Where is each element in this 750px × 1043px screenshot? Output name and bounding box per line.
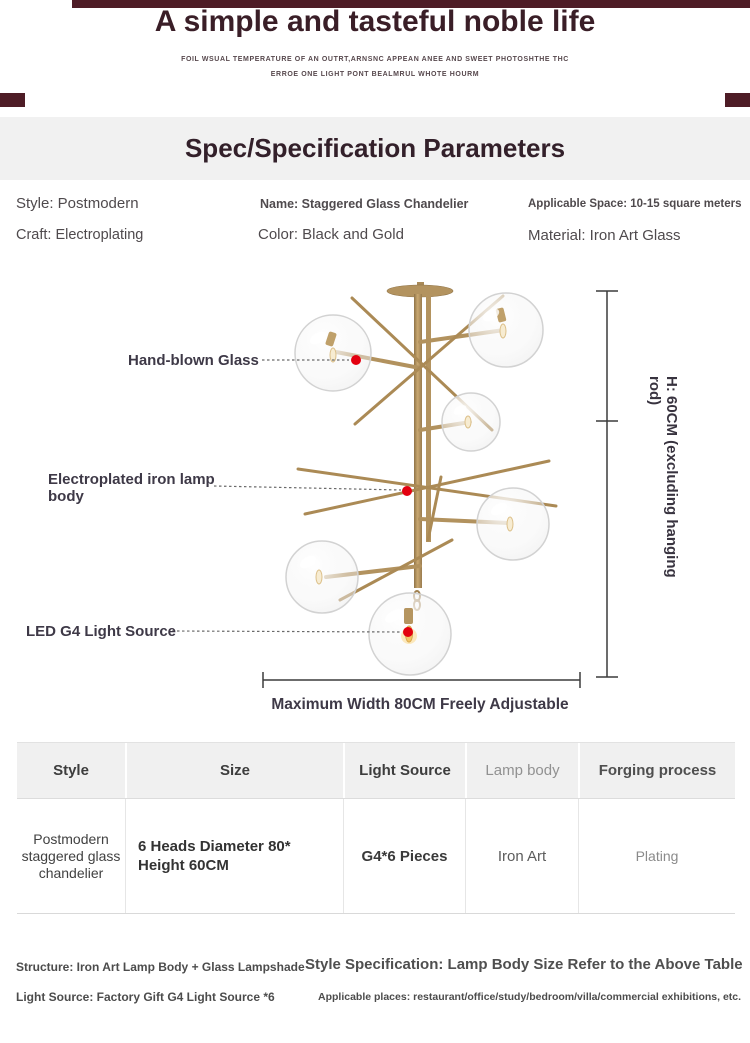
spec-craft: Craft: Electroplating — [16, 227, 144, 243]
page-subtitle — [0, 52, 750, 82]
spec-name: Name: Staggered Glass Chandelier — [260, 197, 469, 211]
cell-light-source: G4*6 Pieces — [343, 799, 465, 913]
height-dimension-line — [596, 291, 618, 677]
lamp-rod — [414, 294, 431, 588]
note-style-specification: Style Specification: Lamp Body Size Refer to the Above Table — [305, 956, 743, 973]
header-lamp-body: Lamp body — [465, 743, 578, 798]
spec-table-data-row — [17, 799, 735, 913]
label-height-dimension: H: 60CM (excluding hanging rod) — [646, 376, 680, 578]
glass-globe — [477, 488, 549, 560]
note-structure: Structure: Iron Art Lamp Body + Glass Lampshade — [16, 960, 305, 974]
glass-globe — [442, 393, 500, 451]
cell-style: Postmodern staggered glass chandelier — [21, 830, 121, 881]
note-light-source: Light Source: Factory Gift G4 Light Source *6 — [16, 990, 275, 1004]
glass-globe — [469, 293, 543, 367]
spec-section-banner — [0, 117, 750, 180]
glass-globe — [286, 541, 358, 613]
spec-color: Color: Black and Gold — [258, 226, 404, 243]
label-electroplated-lamp-body: Electroplated iron lamp body — [48, 471, 215, 505]
subtitle-line-2: ERROE ONE LIGHT PONT BEALMRUL WHOTE HOURM — [270, 71, 480, 78]
bulb — [500, 324, 506, 338]
header-forging-process: Forging process — [578, 743, 735, 798]
bulb — [316, 570, 322, 584]
label-led-g4-light-source: LED G4 Light Source — [26, 623, 177, 640]
bulb — [507, 517, 513, 531]
subtitle-line-1: FOIL WSUAL TEMPERATURE OF AN OUTRT,ARNSNC APPEAN ANEE AND SWEET PHOTOSHTHE THC — [181, 56, 569, 63]
bulb — [465, 416, 471, 428]
label-max-width: Maximum Width 80CM Freely Adjustable — [271, 696, 569, 713]
spec-table-header-row — [17, 743, 735, 799]
glass-globe — [295, 315, 371, 391]
note-applicable-places: Applicable places: restaurant/office/study/bedroom/villa/commercial exhibitions, etc. — [318, 991, 742, 1003]
cell-forging-process: Plating — [578, 799, 735, 913]
label-hand-blown-glass: Hand-blown Glass — [128, 352, 259, 369]
spec-style: Style: Postmodern — [16, 195, 139, 212]
header-style: Style — [17, 743, 125, 798]
spec-material: Material: Iron Art Glass — [528, 227, 681, 244]
spec-applicable-space: Applicable Space: 10-15 square meters — [528, 198, 742, 210]
spec-banner-title: Spec/Specification Parameters — [184, 133, 566, 163]
page-title: A simple and tasteful noble life — [154, 5, 596, 38]
width-dimension-line — [263, 672, 580, 688]
cell-size: 6 Heads Diameter 80* Height 60CM — [125, 799, 343, 913]
left-accent-mark — [0, 93, 25, 107]
header-light-source: Light Source — [343, 743, 465, 798]
cell-lamp-body: Iron Art — [465, 799, 578, 913]
right-accent-mark — [725, 93, 750, 107]
header-size: Size — [125, 743, 343, 798]
spec-table — [17, 742, 735, 914]
